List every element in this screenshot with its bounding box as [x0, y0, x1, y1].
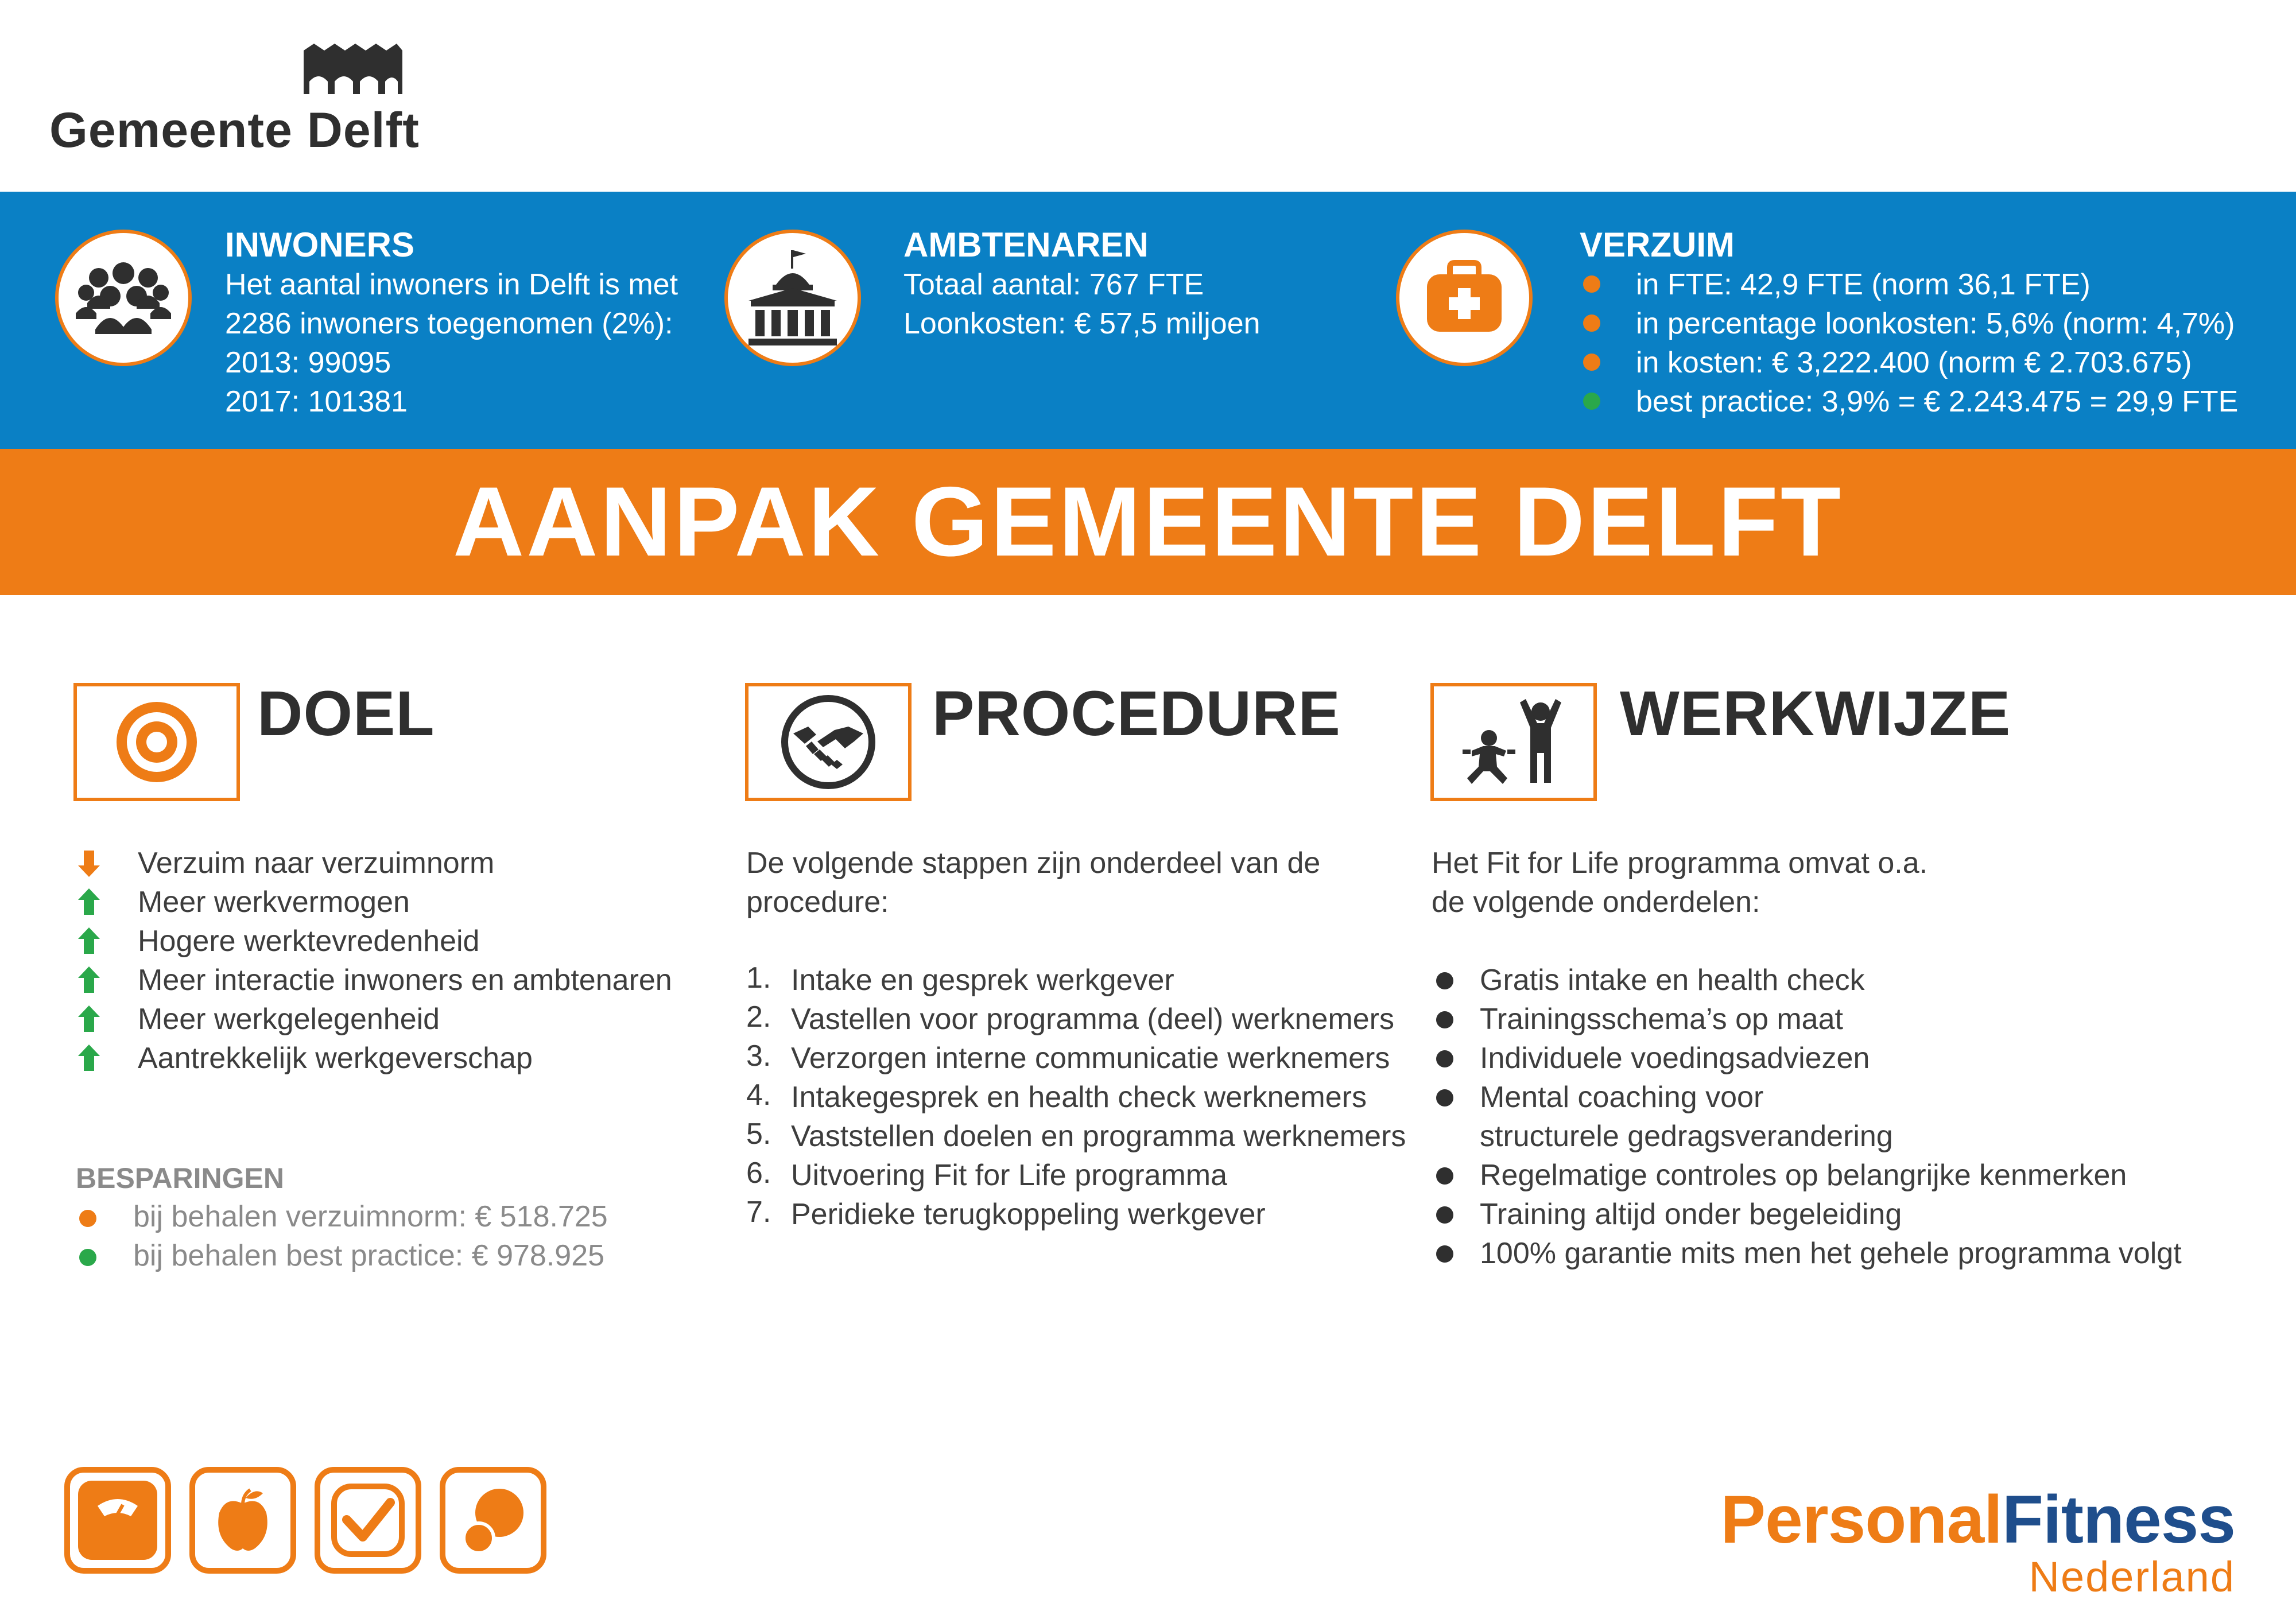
procedure-step: Intake en gesprek werkgever — [791, 964, 1174, 997]
doel-item: Aantrekkelijk werkgeverschap — [138, 1042, 533, 1075]
procedure-icon-box — [745, 683, 912, 801]
step-number: 2. — [746, 1000, 771, 1034]
werkwijze-intro: de volgende onderdelen: — [1432, 886, 1760, 919]
brand-part-personal: Personal — [1720, 1482, 2002, 1558]
bullet-dot — [1436, 1206, 1453, 1224]
step-number: 1. — [746, 961, 771, 995]
ambtenaren-line: Totaal aantal: 767 FTE — [903, 268, 1204, 301]
verzuim-icon-circle — [1396, 230, 1533, 366]
doel-title: DOEL — [257, 678, 435, 749]
orange-dot — [79, 1210, 96, 1227]
bullet-dot — [1436, 972, 1453, 989]
doel-item: Meer interactie inwoners en ambtenaren — [138, 964, 672, 997]
orange-dot — [1583, 354, 1600, 371]
verzuim-item: in kosten: € 3,222.400 (norm € 2.703.675) — [1636, 346, 2192, 379]
apple-icon — [203, 1481, 282, 1560]
checkmark-icon — [328, 1481, 408, 1560]
procedure-step: Verzorgen interne communicatie werknemers — [791, 1042, 1390, 1075]
werkwijze-item: Training altijd onder begeleiding — [1480, 1198, 1902, 1231]
werkwijze-item: Mental coaching voor — [1480, 1081, 1764, 1114]
muscle-icon — [453, 1481, 533, 1560]
target-icon — [77, 686, 236, 798]
handshake-icon — [748, 686, 908, 798]
procedure-intro: procedure: — [746, 886, 889, 919]
procedure-step: Vastellen voor programma (deel) werknemers — [791, 1003, 1394, 1036]
bullet-dot — [1436, 1167, 1453, 1185]
exercise-people-icon — [1434, 686, 1593, 798]
ambtenaren-icon-circle — [724, 230, 861, 366]
werkwijze-item: Regelmatige controles op belangrijke kenmerken — [1480, 1159, 2127, 1192]
brand-sub: Nederland — [2029, 1553, 2235, 1601]
apple-icon-tile — [189, 1467, 296, 1574]
inwoners-line: 2013: 99095 — [225, 346, 391, 379]
procedure-step: Peridieke terugkoppeling werkgever — [791, 1198, 1266, 1231]
ambtenaren-title: AMBTENAREN — [903, 226, 1149, 264]
werkwijze-item-continued: structurele gedragsverandering — [1480, 1120, 1893, 1153]
verzuim-item: in percentage loonkosten: 5,6% (norm: 4,7%) — [1636, 307, 2235, 340]
doel-item: Meer werkvermogen — [138, 886, 410, 919]
werkwijze-item: 100% garantie mits men het gehele programma volgt — [1480, 1237, 2182, 1270]
step-number: 7. — [746, 1195, 771, 1229]
procedure-step: Uitvoering Fit for Life programma — [791, 1159, 1228, 1192]
inwoners-line: 2286 inwoners toegenomen (2%): — [225, 307, 673, 340]
green-dot — [79, 1249, 96, 1266]
bullet-dot — [1436, 1011, 1453, 1028]
arrow-up-icon — [76, 926, 102, 959]
muscle-icon-tile — [440, 1467, 546, 1574]
arrow-up-icon — [76, 1004, 102, 1037]
doel-item: Hogere werktevredenheid — [138, 925, 480, 958]
arrow-up-icon — [76, 887, 102, 920]
besparing-item: bij behalen verzuimnorm: € 518.725 — [133, 1200, 608, 1233]
procedure-title: PROCEDURE — [932, 678, 1341, 749]
doel-item: Meer werkgelegenheid — [138, 1003, 440, 1036]
besparing-item: bij behalen best practice: € 978.925 — [133, 1239, 605, 1272]
step-number: 3. — [746, 1039, 771, 1073]
werkwijze-item: Trainingsschema’s op maat — [1480, 1003, 1843, 1036]
doel-item: Verzuim naar verzuimnorm — [138, 847, 495, 880]
scale-icon-tile — [64, 1467, 171, 1574]
orange-dot — [1583, 275, 1600, 293]
brand-name — [1720, 1481, 2235, 1559]
arrow-down-icon — [76, 848, 102, 881]
green-dot — [1583, 393, 1600, 410]
people-group-icon — [59, 233, 188, 363]
bullet-dot — [1436, 1050, 1453, 1067]
medical-kit-icon — [1399, 233, 1529, 363]
procedure-step: Vaststellen doelen en programma werknemers — [791, 1120, 1406, 1153]
castle-crown-icon — [301, 39, 405, 96]
werkwijze-title: WERKWIJZE — [1620, 678, 2011, 749]
procedure-step: Intakegesprek en health check werknemers — [791, 1081, 1367, 1114]
inwoners-line: 2017: 101381 — [225, 385, 408, 418]
inwoners-icon-circle — [55, 230, 192, 366]
bullet-dot — [1436, 1245, 1453, 1263]
arrow-up-icon — [76, 965, 102, 998]
procedure-intro: De volgende stappen zijn onderdeel van de — [746, 847, 1321, 880]
main-title: AANPAK GEMEENTE DELFT — [453, 467, 1843, 577]
werkwijze-intro: Het Fit for Life programma omvat o.a. — [1432, 847, 1928, 880]
verzuim-item: in FTE: 42,9 FTE (norm 36,1 FTE) — [1636, 268, 2091, 301]
ambtenaren-line: Loonkosten: € 57,5 miljoen — [903, 307, 1261, 340]
brand-part-fitness: Fitness — [2002, 1482, 2235, 1558]
government-building-icon — [728, 233, 858, 363]
werkwijze-icon-box — [1430, 683, 1597, 801]
doel-icon-box — [73, 683, 240, 801]
verzuim-title: VERZUIM — [1580, 226, 1735, 264]
bullet-dot — [1436, 1089, 1453, 1106]
checkmark-icon-tile — [315, 1467, 421, 1574]
step-number: 4. — [746, 1078, 771, 1112]
orange-dot — [1583, 314, 1600, 332]
verzuim-item: best practice: 3,9% = € 2.243.475 = 29,9 FTE — [1636, 385, 2239, 418]
step-number: 6. — [746, 1156, 771, 1190]
inwoners-line: Het aantal inwoners in Delft is met — [225, 268, 678, 301]
scale-icon — [78, 1481, 157, 1560]
werkwijze-item: Gratis intake en health check — [1480, 964, 1865, 997]
inwoners-title: INWONERS — [225, 226, 414, 264]
arrow-up-icon — [76, 1043, 102, 1076]
werkwijze-item: Individuele voedingsadviezen — [1480, 1042, 1870, 1075]
step-number: 5. — [746, 1117, 771, 1151]
logo-text: Gemeente Delft — [49, 103, 420, 158]
besparingen-title: BESPARINGEN — [76, 1162, 285, 1194]
